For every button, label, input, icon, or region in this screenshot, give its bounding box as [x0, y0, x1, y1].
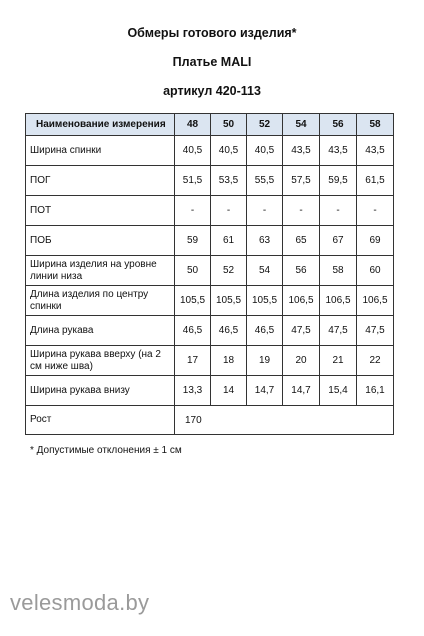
table-row [26, 346, 394, 376]
measurement-value: 15,4 [320, 376, 357, 406]
measurement-name: Рост [26, 406, 175, 435]
header-size: 52 [247, 114, 283, 136]
header-size: 54 [283, 114, 320, 136]
table-body [26, 136, 394, 435]
table-row [26, 376, 394, 406]
measurement-value: 43,5 [357, 136, 394, 166]
measurement-value: 14,7 [283, 376, 320, 406]
measurement-value: 18 [211, 346, 247, 376]
measurement-value: 53,5 [211, 166, 247, 196]
site-watermark: velesmoda.by [10, 590, 150, 615]
table-row [26, 256, 394, 286]
measurement-value: 21 [320, 346, 357, 376]
measurement-value: - [283, 196, 320, 226]
measurement-value: 106,5 [283, 286, 320, 316]
product-name: Платье MALI [172, 55, 252, 69]
header-size: 50 [211, 114, 247, 136]
measurement-name: ПОТ [26, 196, 175, 226]
measurement-value: 19 [247, 346, 283, 376]
measurement-value: 56 [283, 256, 320, 286]
measurement-value: 63 [247, 226, 283, 256]
table-row [26, 286, 394, 316]
measurement-value: 69 [357, 226, 394, 256]
measurement-value: 52 [211, 256, 247, 286]
measurement-value: 59 [175, 226, 211, 256]
measurement-value: - [175, 196, 211, 226]
measurement-value: - [357, 196, 394, 226]
measurement-value: 61 [211, 226, 247, 256]
measurement-name: Ширина рукава вверху (на 2 см ниже шва) [26, 346, 175, 376]
measurement-value: 14,7 [247, 376, 283, 406]
measurement-value: 57,5 [283, 166, 320, 196]
header-size: 58 [357, 114, 394, 136]
measurement-value: 46,5 [211, 316, 247, 346]
measurement-value: 50 [175, 256, 211, 286]
measurement-value: 14 [211, 376, 247, 406]
table-row [26, 166, 394, 196]
measurement-value: - [320, 196, 357, 226]
measurement-value: 20 [283, 346, 320, 376]
measurement-value: 22 [357, 346, 394, 376]
measurement-name: Ширина изделия на уровне линии низа [26, 256, 175, 286]
measurement-name: ПОБ [26, 226, 175, 256]
measurement-value: 105,5 [247, 286, 283, 316]
table-row [26, 316, 394, 346]
table-row [26, 136, 394, 166]
header-size: 56 [320, 114, 357, 136]
measurements-table [25, 113, 394, 435]
measurement-value: 46,5 [247, 316, 283, 346]
measurement-name: Ширина спинки [26, 136, 175, 166]
measurement-value: 43,5 [320, 136, 357, 166]
tolerance-footnote: * Допустимые отклонения ± 1 см [30, 445, 182, 456]
measurement-value: 13,3 [175, 376, 211, 406]
measurement-value: - [247, 196, 283, 226]
measurement-value: 46,5 [175, 316, 211, 346]
table-row [26, 196, 394, 226]
measurement-value: 40,5 [175, 136, 211, 166]
measurement-value: 51,5 [175, 166, 211, 196]
article-number: артикул 420-113 [163, 84, 261, 98]
measurement-value: 54 [247, 256, 283, 286]
measurement-value: 67 [320, 226, 357, 256]
measurement-value: 40,5 [211, 136, 247, 166]
measurement-value: 105,5 [175, 286, 211, 316]
measurement-value: 17 [175, 346, 211, 376]
table-row [26, 226, 394, 256]
measurement-value: 40,5 [247, 136, 283, 166]
measurement-value: 16,1 [357, 376, 394, 406]
height-value: 170 [175, 406, 394, 435]
measurement-value: 59,5 [320, 166, 357, 196]
measurement-name: Ширина рукава внизу [26, 376, 175, 406]
measurement-name: Длина рукава [26, 316, 175, 346]
measurement-value: 105,5 [211, 286, 247, 316]
measurement-value: 106,5 [357, 286, 394, 316]
measurement-name: Длина изделия по центру спинки [26, 286, 175, 316]
measurement-value: 60 [357, 256, 394, 286]
measurement-value: 47,5 [357, 316, 394, 346]
measurement-value: - [211, 196, 247, 226]
measurement-value: 61,5 [357, 166, 394, 196]
table-header-row [26, 114, 394, 136]
measurement-value: 47,5 [283, 316, 320, 346]
document-title: Обмеры готового изделия* [127, 26, 297, 40]
header-measurement-name: Наименование измерения [26, 114, 175, 136]
measurement-name: ПОГ [26, 166, 175, 196]
measurement-value: 43,5 [283, 136, 320, 166]
header-size: 48 [175, 114, 211, 136]
measurement-value: 47,5 [320, 316, 357, 346]
table-row-height [26, 406, 394, 435]
measurement-value: 65 [283, 226, 320, 256]
measurement-value: 106,5 [320, 286, 357, 316]
measurement-value: 58 [320, 256, 357, 286]
measurement-value: 55,5 [247, 166, 283, 196]
